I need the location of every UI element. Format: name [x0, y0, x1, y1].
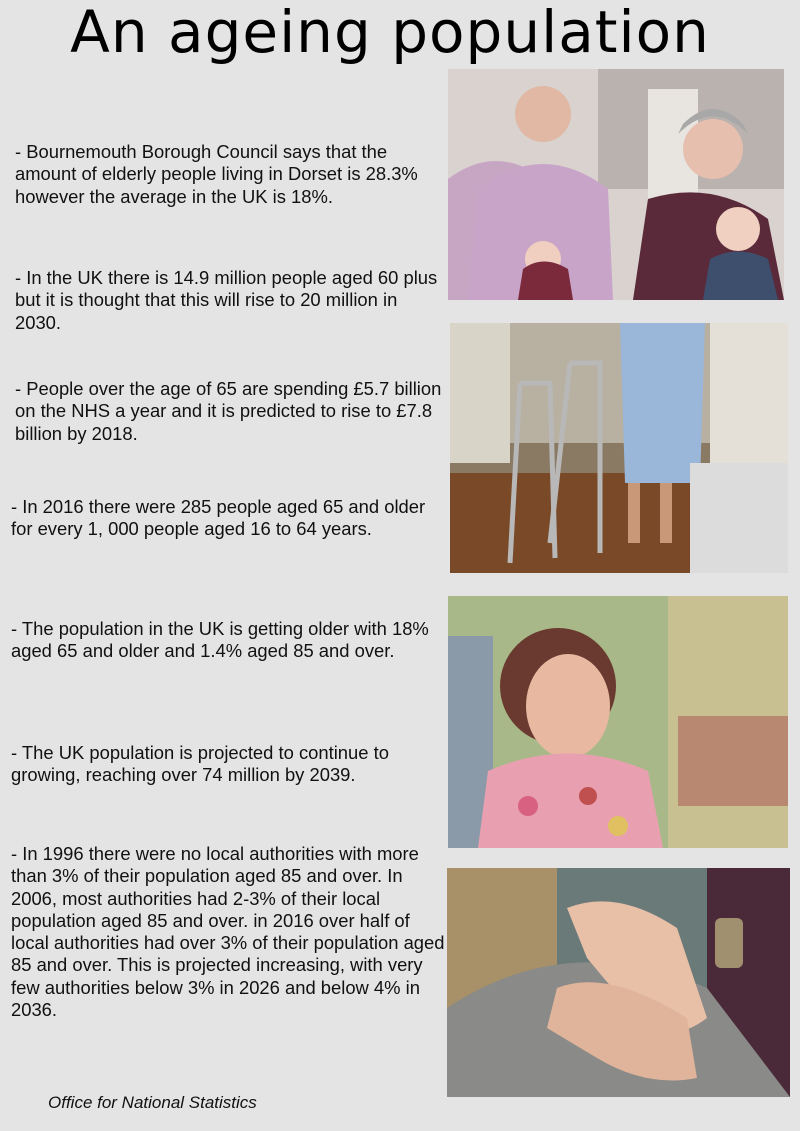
fact-population-projection: - The UK population is projected to continue to growing, reaching over 74 million by 2039. [11, 742, 389, 786]
fact-uk-aged-60-plus: - In the UK there is 14.9 million people aged 60 plus but it is thought that this will rise to 20 million in 2030. [15, 267, 438, 333]
fact-local-authorities: - In 1996 there were no local authorities with more than 3% of their population aged 85 and over. In 2006, most authorities had 2-3% of their local population aged 85 and over. in 2016 over half of local authorities had over 3% of their population aged 85 and over. This is projected increasing, with very few authorities below 3% in 2026 and below 4% in 2036. [11, 843, 445, 1021]
smiling-woman-photo [448, 596, 788, 848]
elderly-hands-photo [447, 868, 790, 1097]
fact-nhs-spending: - People over the age of 65 are spending £5.7 billion on the NHS a year and it is predicted to rise to £7.8 billion by 2018. [15, 378, 442, 444]
source-credit: Office for National Statistics [48, 1093, 257, 1112]
walking-frame-photo [450, 323, 788, 573]
grandparents-photo [448, 69, 784, 300]
fact-population-older: - The population in the UK is getting older with 18% aged 65 and older and 1.4% aged 85 and over. [11, 618, 429, 662]
page-title: An ageing population [70, 0, 710, 66]
fact-dorset-elderly: - Bournemouth Borough Council says that the amount of elderly people living in Dorset is 28.3% however the average in the UK is 18%. [15, 141, 418, 207]
fact-dependency-ratio: - In 2016 there were 285 people aged 65 and older for every 1, 000 people aged 16 to 64 years. [11, 496, 426, 540]
